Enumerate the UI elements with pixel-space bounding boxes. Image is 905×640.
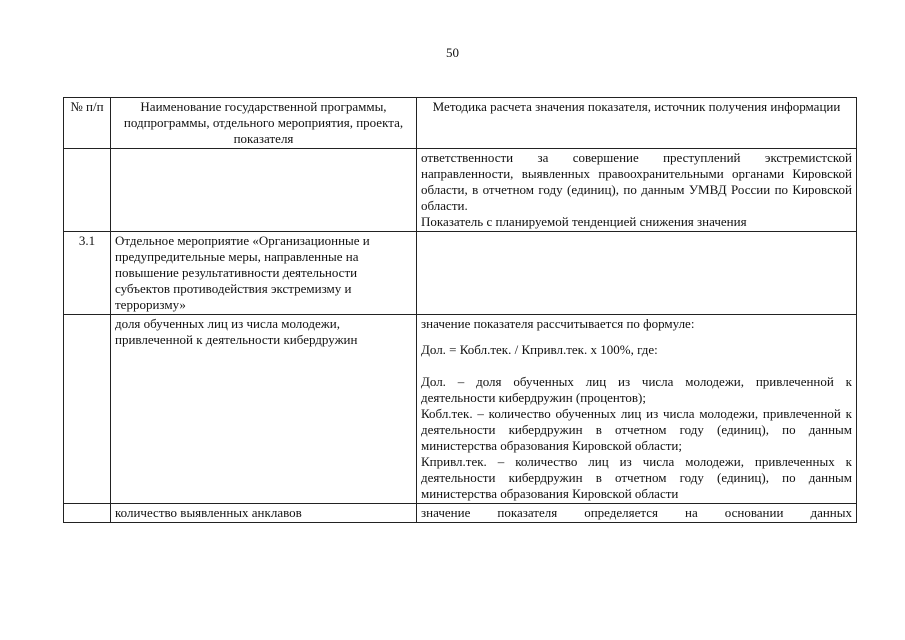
row-method [417, 315, 857, 504]
row-method [417, 232, 857, 315]
row-name: доля обученных лиц из числа молодежи, привлеченной к деятельности кибердружин [111, 315, 417, 504]
header-method: Методика расчета значения показателя, источник получения информации [417, 98, 857, 149]
method-line: значение показателя определяется на основании данных [421, 505, 852, 520]
row-num [64, 315, 111, 504]
method-intro: значение показателя рассчитывается по формуле: [421, 316, 695, 331]
row-num: 3.1 [64, 232, 111, 315]
row-method [417, 504, 857, 523]
header-num: № п/п [64, 98, 111, 149]
indicator-table [63, 97, 857, 523]
page-number: 50 [446, 45, 459, 60]
table-header-row [64, 98, 857, 149]
row-name [111, 149, 417, 232]
method-line: ответственности за совершение преступлений экстремистской направленности, выявленных правоохранительными органами Кировской области, в отчетном году (единиц), по данным УМВД России по Кировской области. [421, 150, 852, 213]
table-row [64, 232, 857, 315]
row-name: количество выявленных анклавов [111, 504, 417, 523]
row-num [64, 504, 111, 523]
table-row [64, 149, 857, 232]
method-line: Кпривл.тек. – количество лиц из числа молодежи, привлеченных к деятельности кибердружин в отчетном году (единиц), по данным министерства образования Кировской области [421, 454, 852, 501]
row-name: Отдельное мероприятие «Организационные и предупредительные меры, направленные на повышение результативности деятельности субъектов противодействия экстремизму и терроризму» [111, 232, 417, 315]
method-line: Показатель с планируемой тенденцией снижения значения [421, 214, 747, 229]
table-row [64, 315, 857, 504]
formula: Дол. = Кобл.тек. / Кпривл.тек. x 100%, где: [421, 342, 658, 357]
table-row [64, 504, 857, 523]
method-line: Кобл.тек. – количество обученных лиц из числа молодежи, привлеченной к деятельности кибердружин в отчетном году (единиц), по данным министерства образования Кировской области; [421, 406, 852, 453]
row-num [64, 149, 111, 232]
header-name: Наименование государственной программы, подпрограммы, отдельного мероприятия, проекта, показателя [111, 98, 417, 149]
row-method [417, 149, 857, 232]
method-line: Дол. – доля обученных лиц из числа молодежи, привлеченной к деятельности кибердружин (процентов); [421, 374, 852, 405]
